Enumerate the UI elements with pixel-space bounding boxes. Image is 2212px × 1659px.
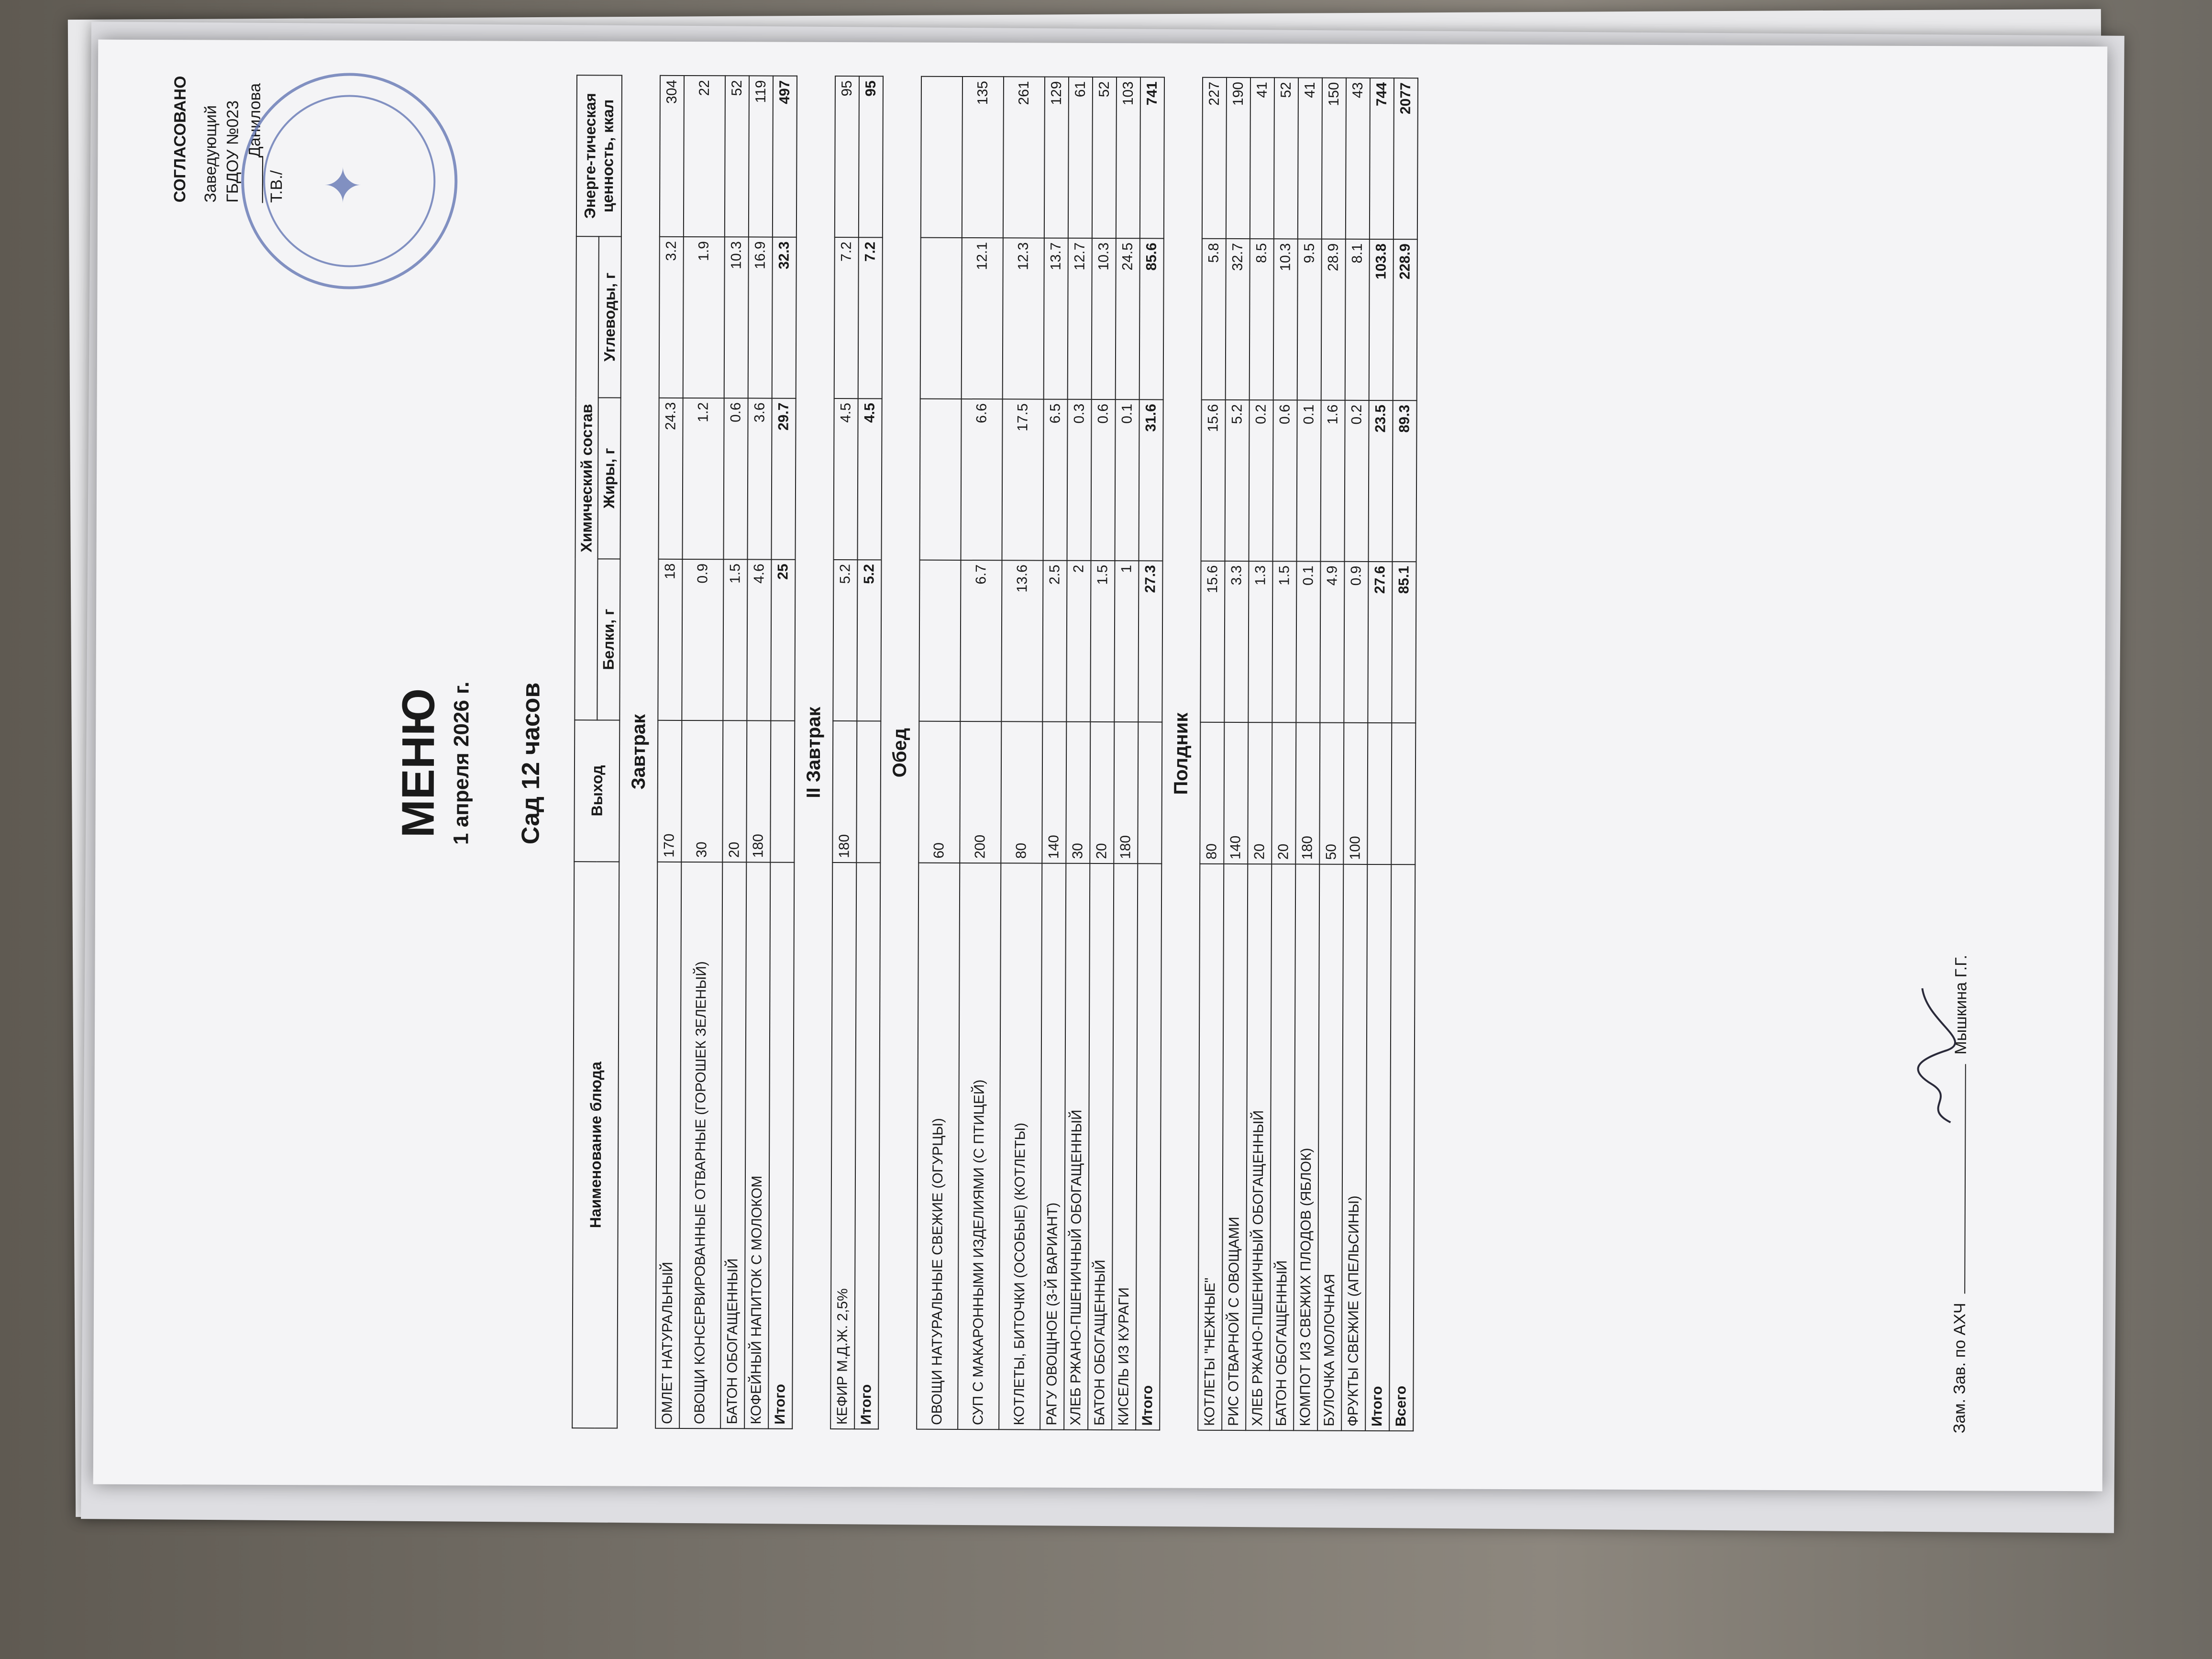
dish-name: ОВОЩИ НАТУРАЛЬНЫЕ СВЕЖИЕ (ОГУРЦЫ) <box>917 863 960 1429</box>
dish-output: 100 <box>1343 722 1368 864</box>
menu-page <box>93 40 2108 1492</box>
dish-output: 140 <box>1224 722 1248 864</box>
dish-protein: 13.6 <box>1001 560 1043 721</box>
total-protein: 5.2 <box>857 560 881 721</box>
dish-output: 30 <box>681 720 723 862</box>
total-fat: 4.5 <box>857 398 882 560</box>
dish-name: ОВОЩИ КОНСЕРВИРОВАННЫЕ ОТВАРНЫЕ (ГОРОШЕК ЗЕЛЕНЫЙ) <box>679 862 722 1429</box>
grand-total-carb: 228.9 <box>1393 239 1417 400</box>
grand-total-output <box>1391 723 1416 864</box>
col-chem-header: Химический состав <box>575 236 599 720</box>
dish-protein: 1.3 <box>1248 561 1272 722</box>
dish-carb: 1.9 <box>683 237 725 398</box>
dish-output: 180 <box>746 720 771 862</box>
dish-energy: 52 <box>1092 77 1117 238</box>
dish-protein: 1.5 <box>1090 561 1115 722</box>
dish-carb: 16.9 <box>748 237 773 398</box>
dish-fat <box>919 399 961 560</box>
dish-carb: 24.5 <box>1116 238 1140 399</box>
dish-energy: 61 <box>1068 77 1093 238</box>
dish-fat: 15.6 <box>1201 400 1225 561</box>
total-output <box>856 721 881 863</box>
dish-name: КОТЛЕТЫ, БИТОЧКИ (ОСОБЫЕ) (КОТЛЕТЫ) <box>999 863 1042 1430</box>
dish-fat: 3.6 <box>747 398 772 559</box>
grand-total-fat: 89.3 <box>1392 400 1416 562</box>
menu-date: 1 апреля 2026 г. <box>449 681 474 845</box>
dish-output: 80 <box>1200 722 1224 863</box>
dish-output: 20 <box>722 720 747 862</box>
menu-body <box>617 76 1418 1431</box>
dish-energy: 190 <box>1226 77 1250 239</box>
dish-name: БАТОН ОБОГАЩЕННЫЙ <box>1088 863 1114 1430</box>
dish-protein: 2.5 <box>1042 560 1067 721</box>
dish-name: КОМПОТ ИЗ СВЕЖИХ ПЛОДОВ (ЯБЛОК) <box>1294 864 1319 1430</box>
approval-org: ГБДОУ №023 <box>223 100 242 203</box>
section-header-row <box>792 76 835 1429</box>
dish-carb: 13.7 <box>1044 238 1068 399</box>
dish-output: 170 <box>657 720 682 862</box>
dish-protein: 1.5 <box>1272 561 1296 722</box>
col-protein-header: Белки, г <box>597 559 620 720</box>
dish-carb: 32.7 <box>1226 239 1250 400</box>
dish-name: КЕФИР М.Д.Ж. 2,5% <box>830 863 856 1429</box>
dish-protein: 1 <box>1114 561 1139 722</box>
total-carb: 32.3 <box>772 237 796 398</box>
dish-output: 180 <box>1295 722 1320 864</box>
dish-fat: 24.3 <box>659 398 683 559</box>
dish-energy: 150 <box>1322 78 1346 239</box>
dish-fat: 6.5 <box>1043 399 1067 560</box>
col-carb-header: Углеводы, г <box>598 236 621 398</box>
dish-name: РАГУ ОВОЩНОЕ (3-Й ВАРИАНТ) <box>1040 863 1066 1429</box>
dish-fat: 6.6 <box>961 399 1002 560</box>
total-protein: 25 <box>771 559 795 720</box>
total-protein: 27.3 <box>1138 561 1162 722</box>
col-fat-header: Жиры, г <box>598 398 621 559</box>
section-title: Полдник <box>1160 77 1203 1430</box>
dish-protein: 4.9 <box>1320 561 1344 722</box>
menu-group: Сад 12 часов <box>517 682 545 845</box>
dish-carb: 5.8 <box>1202 239 1226 400</box>
dish-carb: 28.9 <box>1321 239 1346 400</box>
approval-name: _____Данилова Т.В./ <box>245 83 286 203</box>
approval-heading: СОГЛАСОВАНО <box>171 76 190 203</box>
dish-energy: 52 <box>725 76 749 237</box>
total-label: Итого <box>1136 863 1161 1430</box>
approval-position: Заведующий <box>201 105 220 203</box>
dish-name: ХЛЕБ РЖАНО-ПШЕНИЧНЫЙ ОБОГАЩЕННЫЙ <box>1246 864 1272 1430</box>
dish-output: 20 <box>1090 722 1114 863</box>
dish-protein: 6.7 <box>960 560 1002 721</box>
dish-carb: 3.2 <box>659 237 684 398</box>
dish-carb: 7.2 <box>834 237 859 398</box>
dish-fat: 0.6 <box>1272 400 1297 561</box>
total-output <box>1367 723 1392 864</box>
dish-name: БУЛОЧКА МОЛОЧНАЯ <box>1317 864 1343 1430</box>
dish-fat: 1.2 <box>683 398 724 559</box>
dish-output: 30 <box>1066 721 1090 863</box>
dish-carb: 8.5 <box>1250 239 1274 400</box>
total-energy: 744 <box>1370 78 1394 239</box>
dish-fat: 1.6 <box>1320 400 1345 561</box>
table-row <box>679 76 725 1428</box>
dish-energy: 52 <box>1274 77 1298 239</box>
col-output-header: Выход <box>574 720 619 862</box>
total-label: Итого <box>854 863 880 1429</box>
footer-name: Мышкина Г.Г. <box>1951 954 1970 1055</box>
dish-energy: 129 <box>1044 77 1069 238</box>
section-header-row <box>1160 77 1203 1430</box>
menu-title: МЕНЮ <box>392 688 444 838</box>
grand-total-label: Всего <box>1389 864 1415 1431</box>
dish-fat: 17.5 <box>1002 399 1043 560</box>
dish-name: ХЛЕБ РЖАНО-ПШЕНИЧНЫЙ ОБОГАЩЕННЫЙ <box>1064 863 1090 1429</box>
col-energy-header: Энерге-тическая ценность, ккал <box>576 75 622 236</box>
dish-energy: 43 <box>1346 78 1370 239</box>
dish-fat: 5.2 <box>1225 400 1249 561</box>
handwritten-signature <box>1912 984 1960 1127</box>
table-row <box>917 77 962 1429</box>
dish-carb: 10.3 <box>724 237 749 398</box>
dish-name: БАТОН ОБОГАЩЕННЫЙ <box>1270 864 1295 1430</box>
section-title: Обед <box>878 76 921 1429</box>
dish-name: КОФЕЙНЫЙ НАПИТОК С МОЛОКОМ <box>744 862 770 1428</box>
total-energy: 741 <box>1140 77 1164 238</box>
dish-name: СУП С МАКАРОННЫМИ ИЗДЕЛИЯМИ (С ПТИЦЕЙ) <box>958 863 1001 1430</box>
dish-protein <box>919 560 961 721</box>
total-label: Итого <box>1365 864 1391 1431</box>
dish-carb: 12.7 <box>1068 238 1092 399</box>
section-header-row <box>617 76 660 1428</box>
dish-fat: 0.1 <box>1296 400 1321 561</box>
total-energy: 95 <box>859 76 883 237</box>
dish-output: 20 <box>1272 722 1296 864</box>
total-output <box>770 720 795 862</box>
dish-output: 80 <box>1001 721 1042 863</box>
dish-output: 180 <box>1114 722 1138 863</box>
dish-output: 60 <box>918 721 960 863</box>
total-carb: 103.8 <box>1369 239 1394 400</box>
total-fat: 23.5 <box>1368 400 1393 562</box>
dish-name: РИС ОТВАРНОЙ С ОВОЩАМИ <box>1222 864 1248 1430</box>
dish-carb: 9.5 <box>1297 239 1322 400</box>
total-carb: 7.2 <box>858 237 883 398</box>
dish-fat: 0.2 <box>1249 400 1273 561</box>
dish-protein: 18 <box>658 559 682 720</box>
total-label: Итого <box>768 862 794 1428</box>
dish-name: КОТЛЕТЫ "НЕЖНЫЕ" <box>1198 863 1224 1430</box>
dish-protein: 0.9 <box>682 559 723 720</box>
dish-output: 50 <box>1319 722 1344 864</box>
dish-energy: 95 <box>835 76 859 237</box>
section-header-row <box>878 76 921 1429</box>
dish-protein: 0.1 <box>1296 561 1320 722</box>
dish-fat: 0.6 <box>1091 399 1115 561</box>
dish-carb: 10.3 <box>1092 238 1116 399</box>
dish-carb: 12.1 <box>962 238 1003 399</box>
table-row <box>999 77 1045 1429</box>
dish-energy: 304 <box>660 76 684 237</box>
total-protein: 27.6 <box>1368 562 1392 723</box>
dish-output: 20 <box>1248 722 1272 864</box>
dish-protein: 5.2 <box>833 560 857 721</box>
dish-name: ОМЛЕТ НАТУРАЛЬНЫЙ <box>655 862 681 1428</box>
dish-fat: 0.1 <box>1115 399 1139 561</box>
dish-output: 140 <box>1042 721 1066 863</box>
footer-role: Зам. Зав. по АХЧ <box>1950 1303 1969 1434</box>
grand-total-energy: 2077 <box>1394 78 1418 239</box>
col-name-header: Наименование блюда <box>572 862 619 1428</box>
dish-energy: 227 <box>1202 77 1227 239</box>
dish-energy: 41 <box>1298 77 1322 239</box>
dish-energy <box>921 77 962 238</box>
dish-carb: 10.3 <box>1273 239 1298 400</box>
dish-carb: 8.1 <box>1345 239 1370 400</box>
dish-protein: 1.5 <box>723 559 747 720</box>
dish-protein: 0.9 <box>1344 562 1368 723</box>
dish-protein: 15.6 <box>1200 561 1225 722</box>
grand-total-row <box>1389 78 1418 1431</box>
dish-carb: 12.3 <box>1003 238 1044 399</box>
dish-protein: 2 <box>1066 561 1091 722</box>
dish-fat: 0.6 <box>723 398 748 559</box>
dish-output: 200 <box>960 721 1001 863</box>
dish-energy: 103 <box>1116 77 1140 238</box>
dish-energy: 22 <box>684 76 725 237</box>
total-fat: 29.7 <box>771 398 796 559</box>
dish-output: 180 <box>832 721 857 863</box>
total-fat: 31.6 <box>1139 399 1163 561</box>
section-title: II Завтрак <box>792 76 835 1429</box>
dish-name: КИСЕЛЬ ИЗ КУРАГИ <box>1112 863 1138 1430</box>
dish-energy: 41 <box>1250 77 1274 239</box>
total-output <box>1138 722 1162 863</box>
dish-energy: 119 <box>749 76 773 237</box>
section-title: Завтрак <box>617 76 660 1428</box>
total-carb: 85.6 <box>1139 238 1164 399</box>
table-row <box>958 77 1004 1429</box>
dish-fat: 0.3 <box>1067 399 1091 561</box>
total-energy: 497 <box>773 76 797 237</box>
dish-fat: 4.5 <box>833 398 858 560</box>
dish-carb <box>920 238 962 399</box>
dish-protein: 3.3 <box>1224 561 1249 722</box>
dish-energy: 261 <box>1003 77 1045 238</box>
grand-total-protein: 85.1 <box>1392 562 1416 723</box>
menu-document <box>93 40 2108 1492</box>
dish-energy: 135 <box>962 77 1004 238</box>
dish-name: БАТОН ОБОГАЩЕННЫЙ <box>720 862 746 1428</box>
dish-fat: 0.2 <box>1344 400 1369 562</box>
dish-name: ФРУКТЫ СВЕЖИЕ (АПЕЛЬСИНЫ) <box>1341 864 1367 1430</box>
menu-table <box>572 75 1418 1431</box>
dish-protein: 4.6 <box>747 559 771 720</box>
